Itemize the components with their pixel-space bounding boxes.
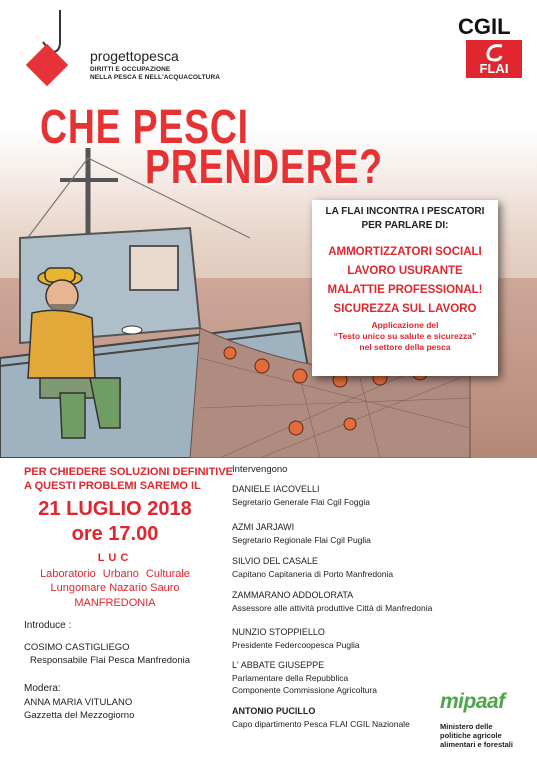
event-date: 21 LUGLIO 2018 — [38, 498, 192, 520]
topic-note-1: Applicazione del — [371, 320, 439, 330]
event-lead-2: A QUESTI PROBLEMI SAREMO IL — [24, 480, 201, 492]
speaker-name: L' ABBATE GIUSEPPE — [232, 660, 325, 670]
speaker-role: Segretario Regionale Flai Cgil Puglia — [232, 535, 371, 545]
headline-line-2: PRENDERE? — [145, 141, 383, 194]
flai-logo — [466, 40, 522, 78]
speaker-name: DANIELE IACOVELLI — [232, 484, 320, 494]
speaker-role: Parlamentare della Repubblica — [232, 673, 349, 683]
speaker-name: NUNZIO STOPPIELLO — [232, 627, 325, 637]
speaker-role-2: Componente Commissione Agricoltura — [232, 685, 378, 695]
flai-logo-text: FLAI — [479, 61, 509, 76]
topic-item: AMMORTIZZATORI SOCIALI — [328, 246, 482, 258]
cgil-logo-text: CGIL — [458, 14, 511, 39]
venue-code: LUC — [97, 552, 133, 564]
topics-box — [312, 200, 498, 376]
speaker-role: Segretario Generale Flai Cgil Foggia — [232, 497, 370, 507]
moderator-name: ANNA MARIA VITULANO — [24, 697, 133, 708]
headline-line-1: CHE PESCI — [40, 101, 249, 154]
topics-intro-1: LA FLAI INCONTRA I PESCATORI — [325, 206, 485, 217]
speaker-role: Capitano Capitaneria di Porto Manfredonia — [232, 569, 394, 579]
event-lead-1: PER CHIEDERE SOLUZIONI DEFINITIVE — [24, 466, 234, 478]
mipaaf-line-2: politiche agricole — [440, 731, 502, 740]
speaker-name: ANTONIO PUCILLO — [232, 706, 316, 716]
topic-item: MALATTIE PROFESSIONAL! — [327, 284, 483, 296]
event-time: ore 17.00 — [71, 523, 159, 545]
speaker-name: SILVIO DEL CASALE — [232, 556, 319, 566]
topic-note-2: “Testo unico su salute e sicurezza” — [333, 331, 477, 341]
topics-intro-2: PER PARLARE DI: — [361, 220, 449, 231]
speaker-role: Presidente Federcoopesca Puglia — [232, 640, 360, 650]
topic-item: LAVORO USURANTE — [347, 265, 463, 277]
mipaaf-line-3: alimentari e forestali — [440, 740, 513, 749]
venue-city: MANFREDONIA — [74, 597, 156, 609]
introduce-role: Responsabile Flai Pesca Manfredonia — [30, 655, 191, 666]
brand-title: progettopesca — [90, 48, 179, 64]
speakers-label: Intervengono — [232, 464, 288, 475]
mipaaf-line-1: Ministero delle — [440, 722, 493, 731]
speaker-role: Capo dipartimento Pesca FLAI CGIL Nazionale — [232, 719, 410, 729]
moderator-role: Gazzetta del Mezzogiorno — [24, 710, 135, 721]
speaker-name: ZAMMARANO ADDOLORATA — [232, 590, 354, 600]
speaker-name: AZMI JARJAWI — [232, 522, 295, 532]
introduce-label: Introduce : — [24, 620, 72, 631]
topic-item: SICUREZZA SUL LAVORO — [333, 303, 477, 315]
brand-subtitle-1: DIRITTI E OCCUPAZIONE — [90, 66, 171, 73]
moderator-label: Modera: — [24, 683, 61, 694]
brand-subtitle-2: NELLA PESCA E NELL'ACQUACOLTURA — [90, 74, 221, 81]
mipaaf-logo: mipaaf — [440, 690, 505, 713]
venue-address: Lungomare Nazario Sauro — [50, 582, 180, 594]
speaker-role: Assessore alle attività produttive Città di Manfredonia — [232, 603, 433, 613]
venue-name: Laboratorio Urbano Culturale — [40, 568, 190, 580]
introduce-name: COSIMO CASTIGLIEGO — [24, 642, 130, 653]
topic-note-3: nel settore della pesca — [359, 342, 451, 352]
